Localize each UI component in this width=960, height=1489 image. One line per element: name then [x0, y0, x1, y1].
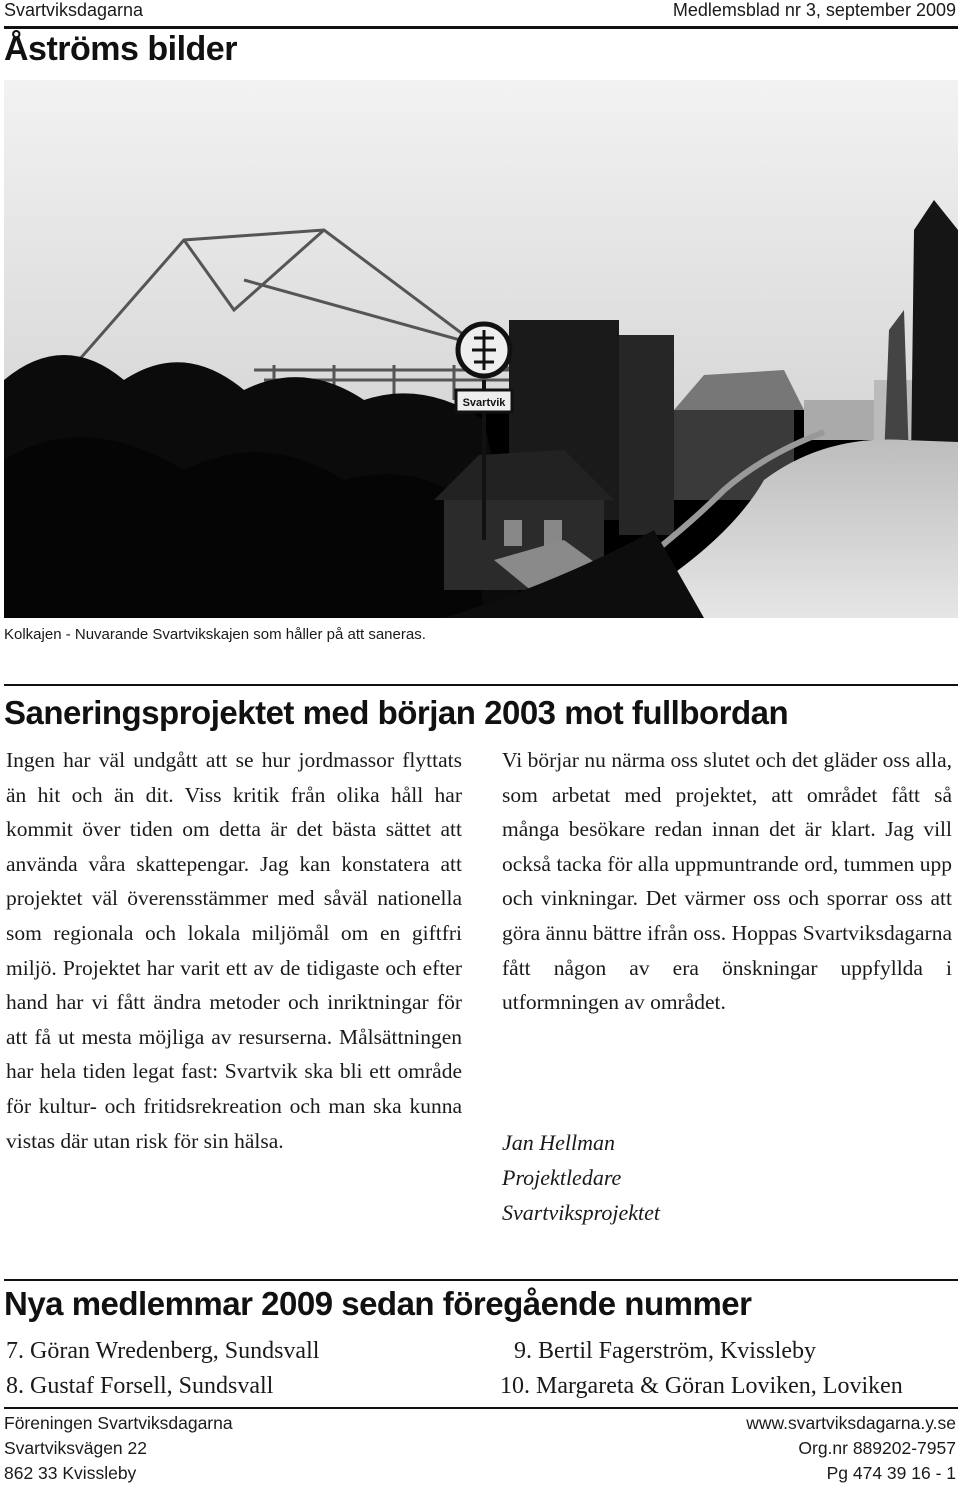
- kolkajen-photo: [4, 80, 958, 618]
- footer-org-name: Föreningen Svartviksdagarna: [4, 1413, 233, 1433]
- signature-name: Jan Hellman: [502, 1130, 616, 1155]
- footer-pg: Pg 474 39 16 - 1: [826, 1463, 956, 1483]
- signature-org: Svartviksprojektet: [502, 1200, 661, 1225]
- member-item: 8. Gustaf Forsell, Sundsvall: [6, 1373, 274, 1399]
- header-rule: [4, 26, 958, 29]
- signature-role: Projektledare: [502, 1165, 622, 1190]
- photo-caption: Kolkajen - Nuvarande Svartvikskajen som håller på att saneras.: [4, 626, 426, 643]
- members-headline: Nya medlemmar 2009 sedan föregående nummer: [4, 1285, 752, 1322]
- page-header: [0, 0, 960, 26]
- footer-postal: 862 33 Kvissleby: [4, 1463, 137, 1483]
- member-item: 10. Margareta & Göran Loviken, Loviken: [500, 1373, 903, 1399]
- left-column-text: Ingen har väl undgått att se hur jordmassor flyttats än hit och än dit. Viss kritik från olika håll har kommit över tiden om detta är det bästa sättet att använda våra skattepengar. Jag kan konstatera att projektet väl överensstämmer med såväl nationella som regionala och lokala miljömål om en giftfri miljö. Projektet har varit ett av de tidigaste och efter hand har vi fått ändra metoder och inriktningar för att få ut mesta möjliga av resurserna. Målsättningen har hela tiden legat fast: Svartvik ska bli ett område för kultur- och fritidsrekreation och man ska kunna vistas där utan risk för sin hälsa.: [6, 748, 462, 1153]
- station-sign-text: Svartvik: [462, 397, 506, 409]
- photo-illustration: [4, 80, 958, 618]
- footer-rule: [4, 1407, 958, 1409]
- publication-name: Svartviksdagarna: [4, 0, 144, 20]
- right-column-text: Vi börjar nu närma oss slutet och det gläder oss alla, som arbetat med projektet, att området fått så många besökare redan innan det är klart. Jag vill också tacka för alla uppmuntrande ord, tummen upp och vinkningar. Det värmer oss och sporrar oss att göra ännu bättre ifrån oss. Hoppas Svartviksdagarna fått någon av era önskningar uppfyllda i utformningen av området.: [502, 748, 952, 1015]
- footer-street: Svartviksvägen 22: [4, 1438, 147, 1458]
- page-title: Åströms bilder: [4, 30, 237, 68]
- members-rule: [4, 1279, 958, 1281]
- footer-right: [746, 1411, 956, 1486]
- issue-label: Medlemsblad nr 3, september 2009: [672, 0, 956, 20]
- footer-orgnr: Org.nr 889202-7957: [798, 1438, 956, 1458]
- article-left-column: [6, 743, 462, 1158]
- member-item: 9. Bertil Fagerström, Kvissleby: [514, 1338, 816, 1364]
- article-right-column: [502, 743, 952, 1020]
- footer-website: www.svartviksdagarna.y.se: [746, 1413, 956, 1433]
- section-rule: [4, 684, 958, 686]
- footer-left: [4, 1411, 233, 1486]
- article-headline: Saneringsprojektet med början 2003 mot fullbordan: [4, 694, 789, 731]
- member-item: 7. Göran Wredenberg, Sundsvall: [6, 1338, 320, 1364]
